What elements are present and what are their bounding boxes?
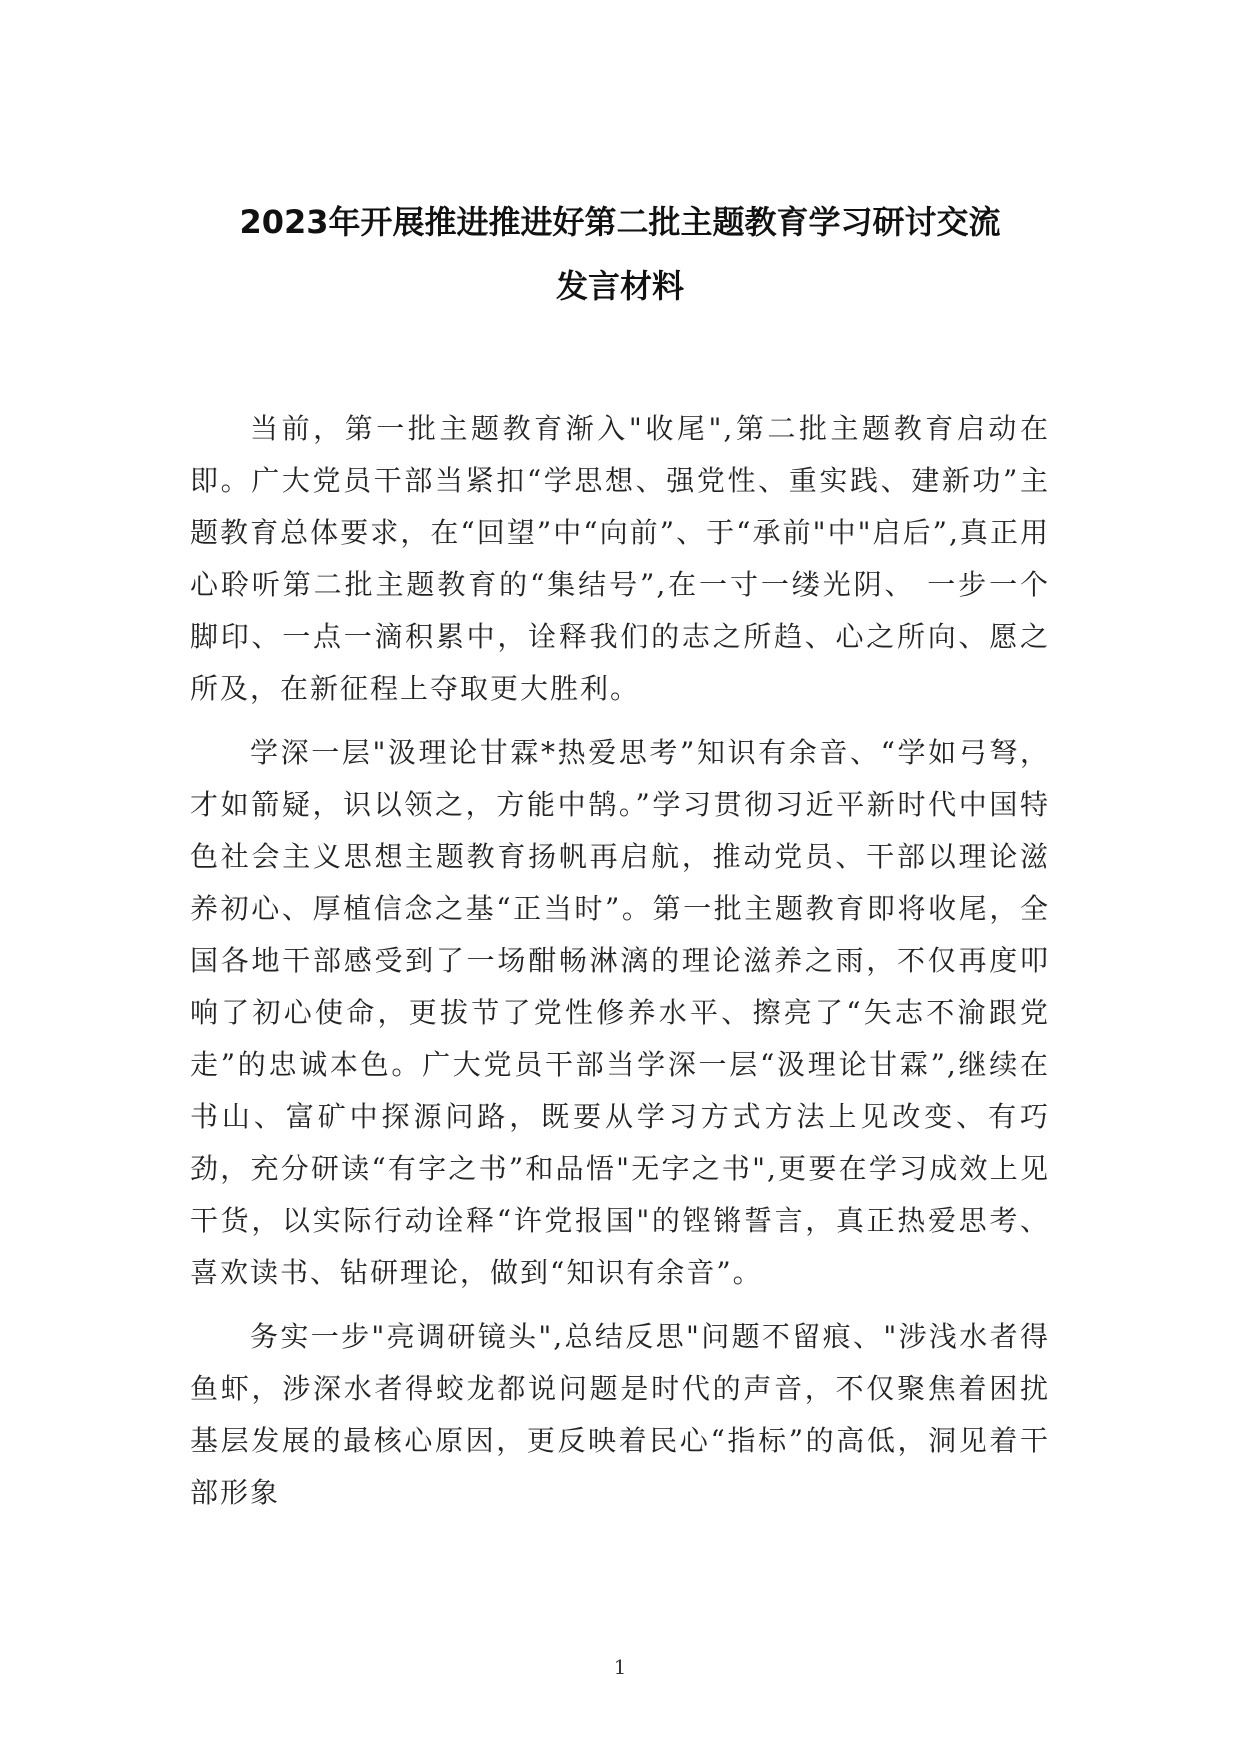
document-title (190, 190, 1050, 318)
page-number: 1 (613, 1655, 627, 1679)
title-line-2: 发言材料 (555, 267, 684, 305)
paragraph-1: 当前，第一批主题教育渐入"收尾",第二批主题教育启动在即。广大党员干部当紧扣“学思想、强党性、重实践、建新功”主题教育总体要求，在“回望”中“向前”、于“承前"中"启后”,真正用心聆听第二批主题教育的“集结号”,在一寸一缕光阴、 一步一个脚印、一点一滴积累中，诠释我们的志之所趋、心之所向、愿之所及，在新征程上夺取更大胜利。 (190, 412, 1050, 705)
paragraph-3: 务实一步"亮调研镜头",总结反思"问题不留痕、"涉浅水者得鱼虾，涉深水者得蛟龙都说问题是时代的声音，不仅聚焦着困扰基层发展的最核心原因，更反映着民心“指标”的高低，洞见着干部形象 (190, 1320, 1050, 1509)
paragraph-2: 学深一层"汲理论甘霖*热爱思考”知识有余音、“学如弓弩，才如箭疑，识以领之，方能中鹄。”学习贯彻习近平新时代中国特色社会主义思想主题教育扬帆再启航，推动党员、干部以理论滋养初心、厚植信念之基“正当时”。第一批主题教育即将收尾，全国各地干部感受到了一场酣畅淋漓的理论滋养之雨，不仅再度叩响了初心使命，更拔节了党性修养水平、擦亮了“矢志不渝跟党走”的忠诚本色。广大党员干部当学深一层“汲理论甘霖”,继续在书山、富矿中探源问路，既要从学习方式方法上见改变、有巧劲，充分研读“有字之书”和品悟"无字之书",更要在学习成效上见干货，以实际行动诠释“许党报国"的铿锵誓言，真正热爱思考、喜欢读书、钻研理论，做到“知识有余音”。 (190, 736, 1050, 1289)
title-line-1: 2023年开展推进推进好第二批主题教育学习研讨交流 (239, 203, 1001, 241)
document-body (190, 403, 1050, 1519)
